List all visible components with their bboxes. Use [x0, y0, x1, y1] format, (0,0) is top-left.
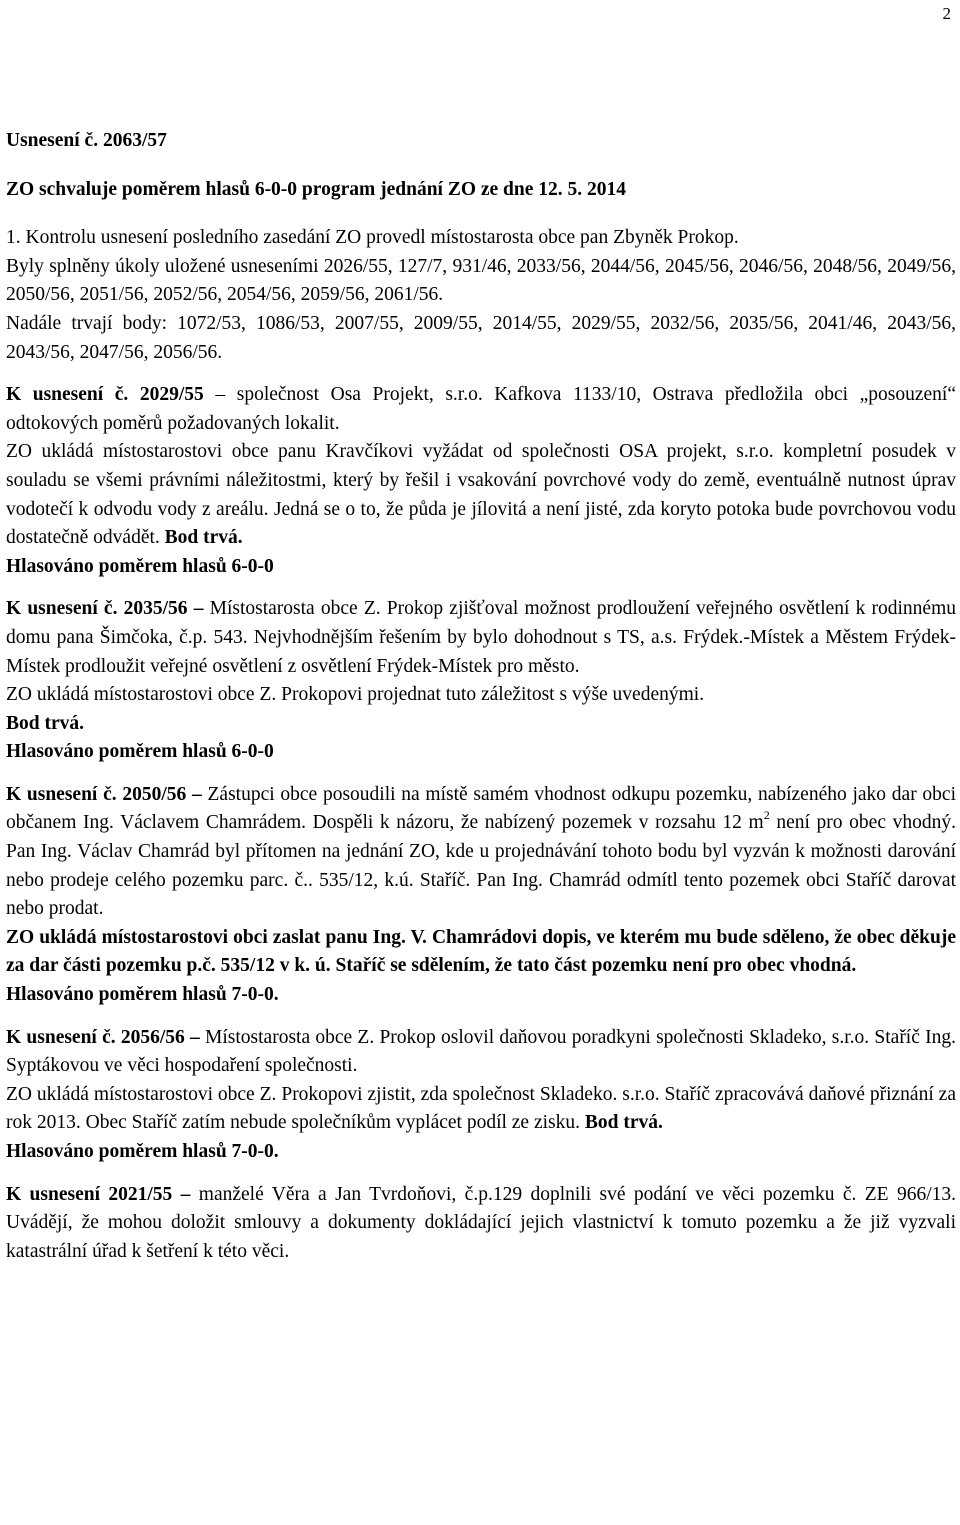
section-2056 — [6, 1024, 956, 1167]
section-2050-uklada: ZO ukládá místostarostovi obci zaslat panu Ing. V. Chamrádovi dopis, ve kterém mu bude sděleno, že obec děkuje za dar části pozemku p.č. 535/12 v k. ú. Staříč se sdělením, že tato část pozemku není pro obec vhodná. — [6, 926, 956, 977]
section-2021-body: manželé Věra a Jan Tvrdoňovi, č.p.129 doplnili své podání ve věci pozemku č. ZE 966/13. Uvádějí, že mohou doložit smlouvy a dokumenty dokládající jejich vlastnictví k tomuto pozemku a že již vyzvali katastrální úřad k šetření k této věci. — [6, 1183, 956, 1262]
section-2050 — [6, 781, 956, 1010]
kontrola-trvaji: Nadále trvají body: 1072/53, 1086/53, 2007/55, 2009/55, 2014/55, 2029/55, 2032/56, 2035/56, 2041/46, 2043/56, 2043/56, 2047/56, 2056/56. — [6, 312, 956, 363]
kontrola-intro: 1. Kontrolu usnesení posledního zasedání ZO provedl místostarosta obce pan Zbyněk Prokop. — [6, 227, 739, 249]
section-2035-head: K usnesení č. 2035/56 – — [6, 598, 204, 620]
section-2056-body: Místostarosta obce Z. Prokop oslovil daňovou poradkyni společnosti Skladeko, s.r.o. Staříč Ing. Syptákovou ve věci hospodaření společnosti. — [6, 1026, 956, 1077]
section-2050-vote: Hlasováno poměrem hlasů 7-0-0. — [6, 984, 279, 1006]
section-2021-head: K usnesení 2021/55 – — [6, 1183, 191, 1205]
section-2056-uklada: ZO ukládá místostarostovi obce Z. Prokopovi zjistit, zda společnost Skladeko. s.r.o. Staříč zpracovává daňové přiznání za rok 2013. Obec Staříč zatím nebude společníkům vyplácet podíl ze zisku. — [6, 1083, 956, 1134]
section-2035-uklada: ZO ukládá místostarostovi obce Z. Prokopovi projednat tuto záležitost s výše uvedenými. — [6, 684, 705, 706]
section-2056-bod: Bod trvá. — [584, 1112, 663, 1134]
section-2029-body: – společnost Osa Projekt, s.r.o. Kafkova 1133/10, Ostrava předložila obci „posouzení“ odtokových poměrů požadovaných lokalit. — [6, 384, 956, 434]
section-2029-head: K usnesení č. 2029/55 — [6, 384, 204, 406]
section-2029-uklada: ZO ukládá místostarostovi obce panu Kravčíkovi vyžádat od společnosti OSA projekt, s.r.o. kompletní posudek v souladu se všemi právními náležitostmi, který by řešil i vsakování povrchové vody do země, eventuálně nutnost úprav vodotečí k odvodu vody z areálu. Jedná se o to, že půda je jílovitá a není jisté, zda koryto potoka bude povrchovou vodu dostatečně odvádět. — [6, 441, 956, 549]
resolution-title: Usnesení č. 2063/57 — [6, 130, 167, 151]
section-2021 — [6, 1181, 956, 1267]
section-2029-vote: Hlasováno poměrem hlasů 6-0-0 — [6, 555, 274, 577]
kontrola-splneny: Byly splněny úkoly uložené usneseními 2026/55, 127/7, 931/46, 2033/56, 2044/56, 2045/56, 2046/56, 2048/56, 2049/56, 2050/56, 2051/56, 2052/56, 2054/56, 2059/56, 2061/56. — [6, 255, 956, 306]
section-2029 — [6, 381, 956, 581]
section-2035 — [6, 595, 956, 767]
section-2050-body1: Zástupci obce posoudili na místě samém vhodnost odkupu pozemku, nabízeného jako dar obci občanem Ing. Václavem Chamrádem. Dospěli k názoru, že nabízený pozemek v rozsahu 12 m — [6, 783, 956, 834]
section-2050-head: K usnesení č. 2050/56 – — [6, 783, 202, 805]
section-2050-body2: není pro obec vhodný. Pan Ing. Václav Chamrád byl přítomen na jednání ZO, kde u projednávání tohoto bodu byl vyzván k možnosti darování nebo prodeje celého pozemku parc. č.. 535/12, k.ú. Staříč. Pan Ing. Chamrád odmítl tento pozemek obci Staříč darovat nebo prodat. — [6, 812, 956, 920]
section-2035-body: Místostarosta obce Z. Prokop zjišťoval možnost prodloužení veřejného osvětlení k rodinnému domu pana Šimčoka, č.p. 543. Nejvhodnějším řešením by bylo dohodnout s TS, a.s. Frýdek.-Místek a Městem Frýdek-Místek prodloužit veřejné osvětlení z osvětlení Frýdek-Místek pro město. — [6, 598, 956, 677]
document-body — [6, 127, 956, 1266]
section-2029-bod: Bod trvá. — [164, 527, 243, 549]
section-2035-vote: Hlasováno poměrem hlasů 6-0-0 — [6, 741, 274, 763]
program-approval: ZO schvaluje poměrem hlasů 6-0-0 program jednání ZO ze dne 12. 5. 2014 — [6, 178, 627, 200]
section-2050-sup: 2 — [763, 808, 770, 823]
section-2056-vote: Hlasováno poměrem hlasů 7-0-0. — [6, 1141, 279, 1162]
section-2056-head: K usnesení č. 2056/56 – — [6, 1026, 200, 1048]
section-2035-bod: Bod trvá. — [6, 712, 84, 734]
page-number: 2 — [942, 4, 951, 23]
